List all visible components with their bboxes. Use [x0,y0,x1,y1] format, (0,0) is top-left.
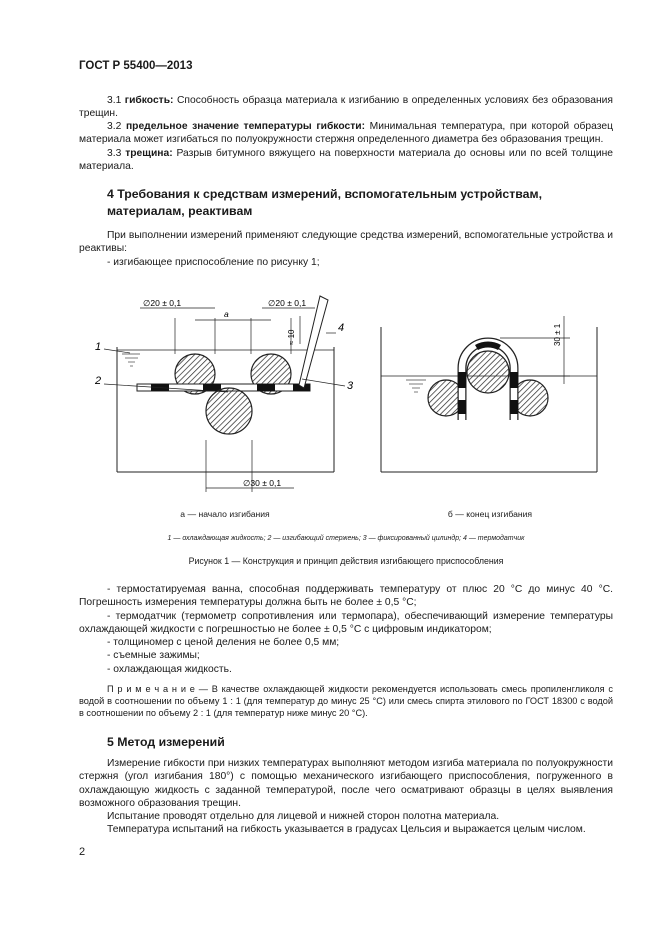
liquid-symbol [406,380,426,392]
equipment-list [79,583,613,676]
list-item: - съемные зажимы; [107,650,200,662]
callout-2: 2 [95,375,102,387]
definition-number: 3.2 [107,121,122,132]
definition-term: предельное значение температуры гибкости: [125,121,366,132]
definition-3-2 [79,120,613,147]
callout-4: 4 [338,322,345,334]
note [79,683,613,719]
list-item-fixture: - изгибающее приспособление по рисунку 1; [107,257,320,268]
callout-3: 3 [347,380,354,392]
panel-a-start [94,296,354,492]
document-header: ГОСТ Р 55400—2013 [79,60,193,72]
section-5-paragraph-3: Температура испытаний на гибкость указывается в градусах Цельсия и выражается целым числом. [107,824,586,836]
dim-approx-10: ≈ 10 [287,329,296,345]
liquid-symbol [122,354,140,366]
section-5-heading: 5 Метод измерений [107,735,225,749]
note-label: П р и м е ч а н и е [107,684,195,694]
definition-3-3 [79,147,613,174]
list-item: - толщиномер с ценой деления не более 0,5 мм; [107,637,340,649]
dim-diameter-right: ∅20 ± 0,1 [268,298,307,308]
definition-term: гибкость: [124,95,174,106]
definition-text: Минимальная температура, при которой образец материала может изгибаться по полуокружности стержня определенного диаметра без образования трещин. [79,121,613,146]
definition-term: трещина: [125,148,173,159]
bending-rod [467,351,509,393]
page-number: 2 [79,846,86,858]
panel-b-end [381,316,597,472]
section-5-paragraph-2: Испытание проводят отдельно для лицевой и нижней сторон полотна материала. [107,811,500,823]
dim-diameter-left: ∅20 ± 0,1 [143,298,182,308]
list-item: - термостатируемая ванна, способная поддерживать температуру от плюс 20 °С до минус 40 °С. Погрешность измерения температуры должна быть не более ± 0,5 °С; [79,584,613,609]
figure-title: Рисунок 1 — Конструкция и принцип действия изгибающего приспособления [188,556,504,566]
caption-a: а — начало изгибания [180,509,270,519]
caption-b: б — конец изгибания [447,509,533,519]
callout-1: 1 [95,341,102,353]
dim-diameter-rod: ∅30 ± 0,1 [243,478,282,488]
section-5-body [79,757,613,837]
section-4-heading-line-1: 4 Требования к средствам измерений, вспомогательным устройствам, [107,187,542,201]
definition-3-1 [79,94,613,121]
definition-number: 3.3 [107,148,122,159]
list-item: - охлаждающая жидкость. [107,663,232,675]
section-4-heading-line-2: материалам, реактивам [107,204,253,218]
bending-rod [206,388,252,434]
note-text: — В качестве охлаждающей жидкости рекомендуется использовать смесь пропиленгликоля с водой в соотношении по объему 1 : 1 (для температур до минус 25 °С) или смесь спирта этилового по ГОСТ 18300 с водой в соотношении по объему 2 : 1 (для температур ниже минус 20 °С). [79,684,613,718]
dim-a: a [224,309,229,319]
list-item: - термодатчик (термометр сопротивления или термопара), обеспечивающий измерение температуры охлаждающей жидкости с погрешностью не более ± 0,5 °С с цифровым индикатором; [79,610,613,635]
section-4-heading [107,186,617,220]
figure-legend: 1 — охлаждающая жидкость; 2 — изгибающий стержень; 3 — фиксированный цилиндр; 4 — термодатчик [167,535,525,542]
definition-text: Разрыв битумного вяжущего на поверхности материала до основы или по всей толщине материала. [79,148,613,173]
section-5-paragraph-1: Измерение гибкости при низких температурах выполняют методом изгиба материала по полуокружности стержня (угол изгибания 180°) с помощью механического изгибающего приспособления, погруженного в охлаждающую жидкость с заданной температурой, после чего осматривают образцы в целях выявления возможного образования трещин. [79,758,613,809]
dim-height-30: 30 ± 1 [553,323,562,346]
definition-text: Способность образца материала к изгибанию в определенных условиях без образования трещин. [79,95,613,120]
thermosensor [299,296,328,388]
section-4-intro: При выполнении измерений применяют следующие средства измерений, вспомогательные устройства и реактивы: [79,230,613,255]
definition-number: 3.1 [107,95,122,106]
figure-1-diagram [0,280,661,510]
